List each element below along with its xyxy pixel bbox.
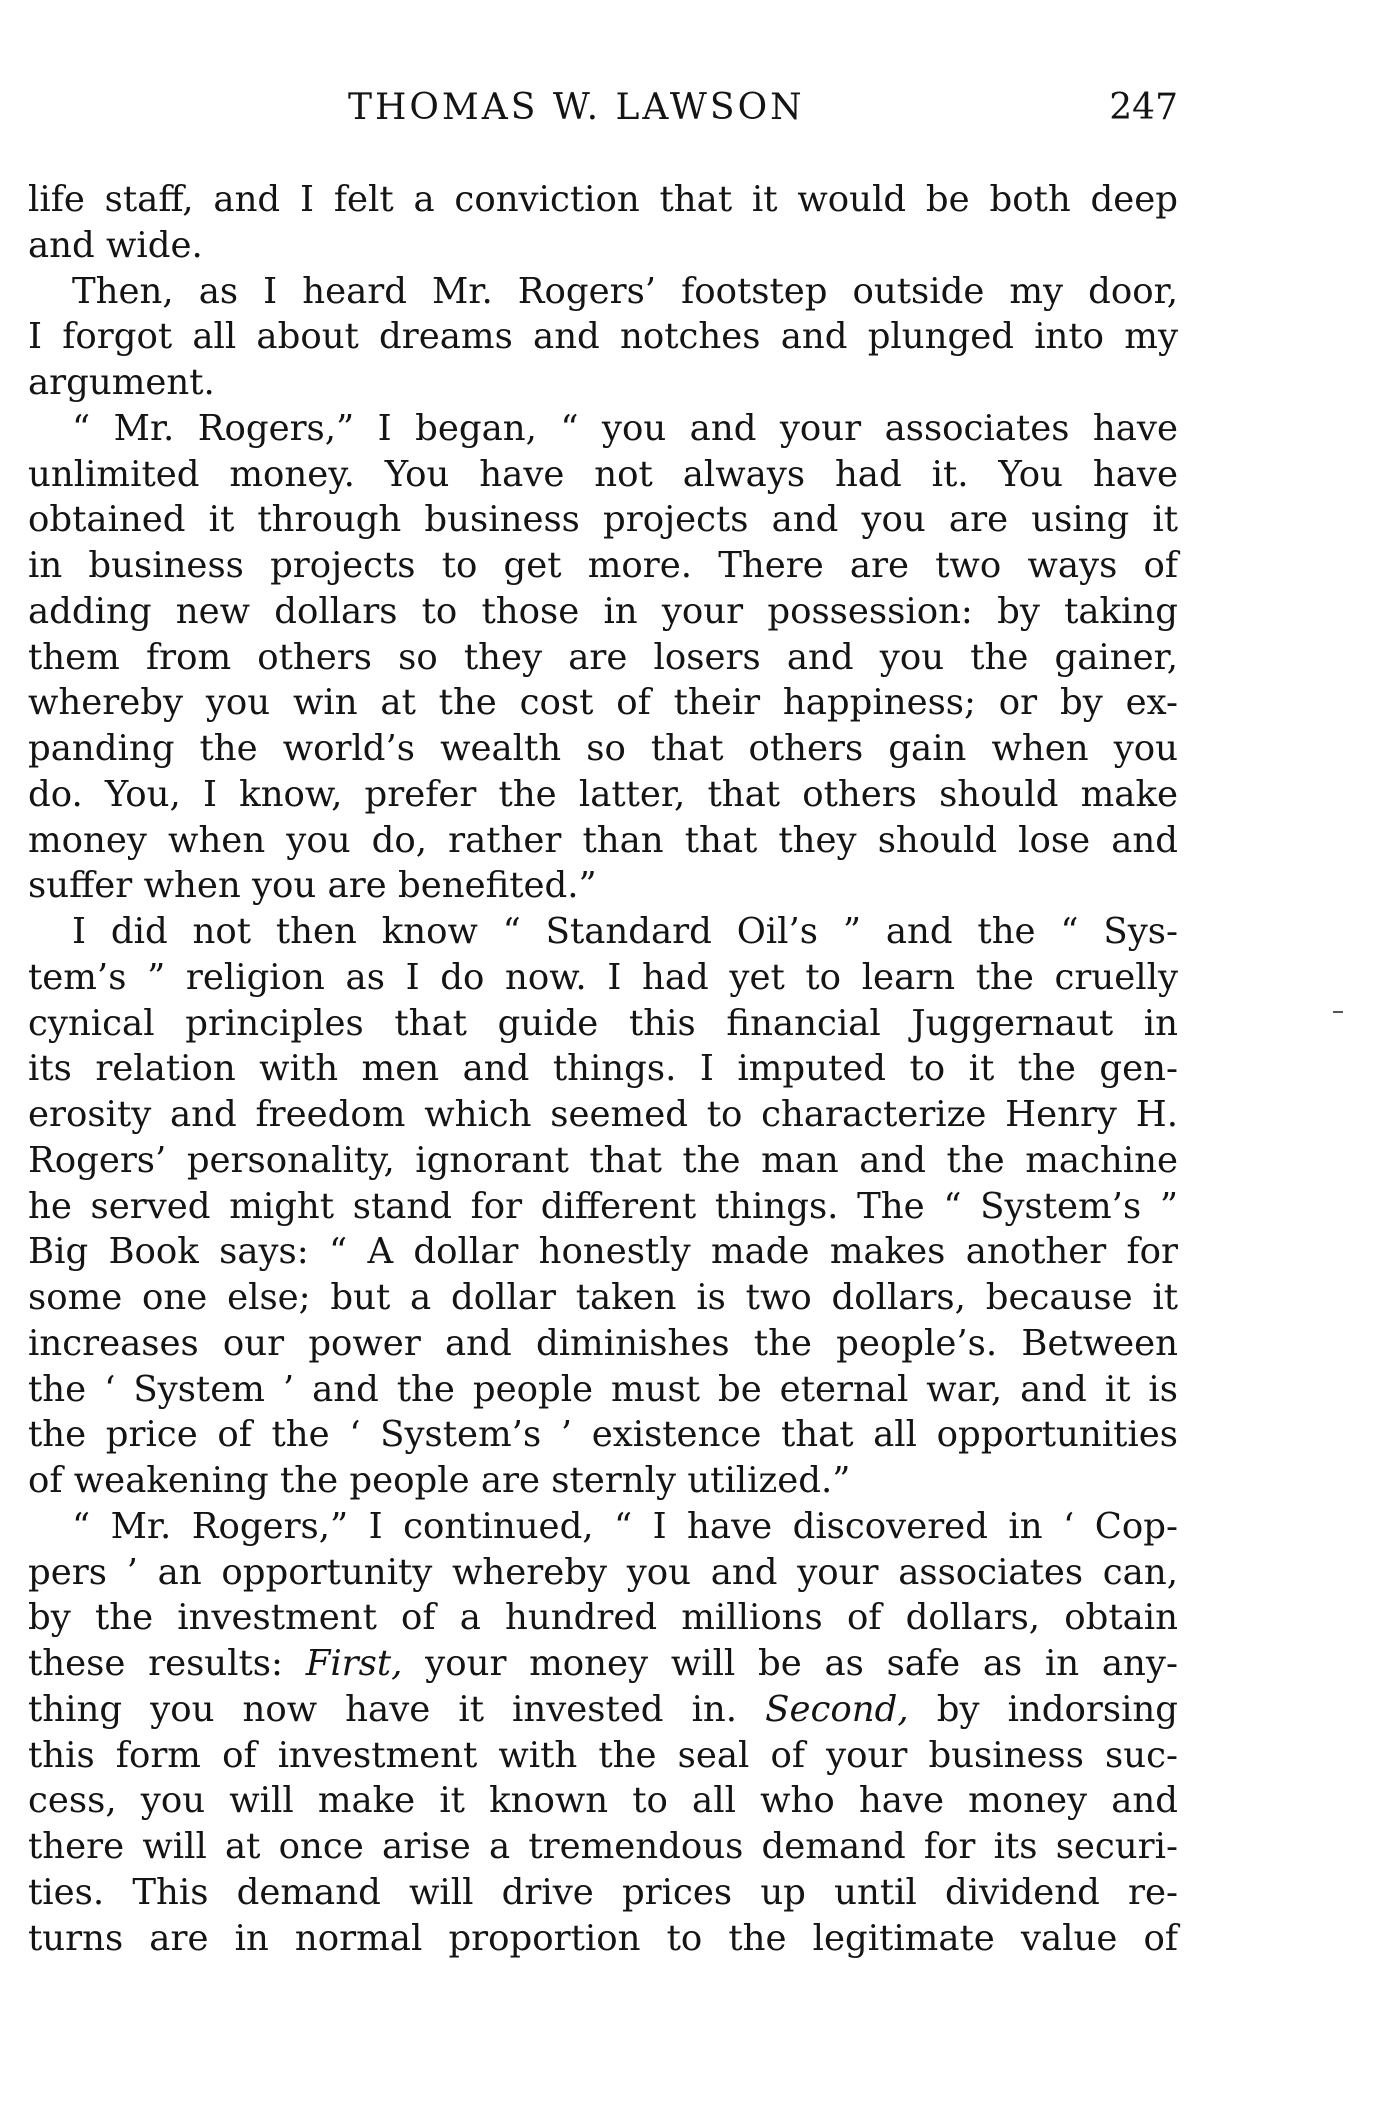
- text-line: suffer when you are benefited.”: [28, 865, 597, 907]
- text-line: adding new dollars to those in your possession: by taking: [28, 590, 1178, 632]
- text-line: turns are in normal proportion to the legitimate value of: [28, 1917, 1178, 1959]
- text-line: the ‘ System ’ and the people must be eternal war, and it is: [28, 1368, 1178, 1410]
- text-line-mixed: [28, 1687, 1178, 1733]
- emphasis-first: First,: [305, 1643, 403, 1684]
- text-line: do. You, I know, prefer the latter, that others should make: [28, 773, 1178, 815]
- text-line: cynical principles that guide this financial Juggernaut in: [28, 1002, 1178, 1044]
- text-line: argument.: [28, 362, 215, 403]
- text-line: “ Mr. Rogers,” I continued, “ I have discovered in ‘ Cop-: [72, 1505, 1178, 1547]
- text-segment: these results:: [28, 1643, 283, 1684]
- body-text: [28, 177, 1178, 1961]
- text-line: this form of investment with the seal of your business suc-: [28, 1734, 1178, 1776]
- text-line: in business projects to get more. There are two ways of: [28, 545, 1178, 586]
- text-line: of weakening the people are sternly utilized.”: [28, 1460, 851, 1501]
- text-line: the price of the ‘ System’s ’ existence that all opportunities: [28, 1414, 1178, 1456]
- text-line: some one else; but a dollar taken is two dollars, because it: [28, 1277, 1178, 1318]
- text-line: unlimited money. You have not always had it. You have: [28, 453, 1178, 495]
- text-line: its relation with men and things. I imputed to it the gen-: [28, 1048, 1178, 1090]
- text-line: ties. This demand will drive prices up until dividend re-: [28, 1871, 1178, 1913]
- text-line: cess, you will make it known to all who have money and: [28, 1780, 1178, 1822]
- text-line: pers ’ an opportunity whereby you and your associates can,: [28, 1551, 1178, 1593]
- text-line: whereby you win at the cost of their happiness; or by ex-: [28, 682, 1178, 724]
- text-line: there will at once arise a tremendous demand for its securi-: [28, 1826, 1178, 1867]
- text-line: increases our power and diminishes the people’s. Between: [28, 1322, 1178, 1364]
- text-line: Then, as I heard Mr. Rogers’ footstep outside my door,: [72, 270, 1178, 312]
- text-line: I forgot all about dreams and notches and plunged into my: [28, 316, 1178, 358]
- page-number: 247: [1109, 87, 1178, 128]
- text-line-mixed: [28, 1641, 1178, 1687]
- text-line: panding the world’s wealth so that others gain when you: [28, 728, 1178, 769]
- text-line: I did not then know “ Standard Oil’s ” and the “ Sys-: [72, 911, 1178, 952]
- text-line: he served might stand for different things. The “ System’s ”: [28, 1185, 1178, 1227]
- text-line: and wide.: [28, 224, 203, 266]
- text-line: life staff, and I felt a conviction that it would be both deep: [28, 179, 1178, 220]
- text-line: money when you do, rather than that they should lose and: [28, 819, 1178, 861]
- running-title: THOMAS W. LAWSON: [348, 87, 805, 128]
- text-line: tem’s ” religion as I do now. I had yet to learn the cruelly: [28, 956, 1178, 998]
- text-segment: thing you now have it invested in.: [28, 1688, 738, 1730]
- text-line: erosity and freedom which seemed to characterize Henry H.: [28, 1094, 1178, 1135]
- text-line: Big Book says: “ A dollar honestly made makes another for: [28, 1231, 1178, 1273]
- text-segment: by indorsing: [936, 1688, 1179, 1730]
- text-line: Rogers’ personality, ignorant that the man and the machine: [28, 1139, 1178, 1181]
- text-line: obtained it through business projects and you are using it: [28, 499, 1178, 541]
- text-line: them from others so they are losers and you the gainer,: [28, 636, 1178, 678]
- text-segment: your money will be as safe as in any-: [425, 1643, 1178, 1684]
- emphasis-second: Second,: [765, 1688, 909, 1730]
- text-line: by the investment of a hundred millions of dollars, obtain: [28, 1597, 1178, 1639]
- page-edge-mark: [1333, 1011, 1343, 1013]
- text-line: “ Mr. Rogers,” I began, “ you and your associates have: [72, 407, 1178, 449]
- running-head: [28, 78, 1178, 138]
